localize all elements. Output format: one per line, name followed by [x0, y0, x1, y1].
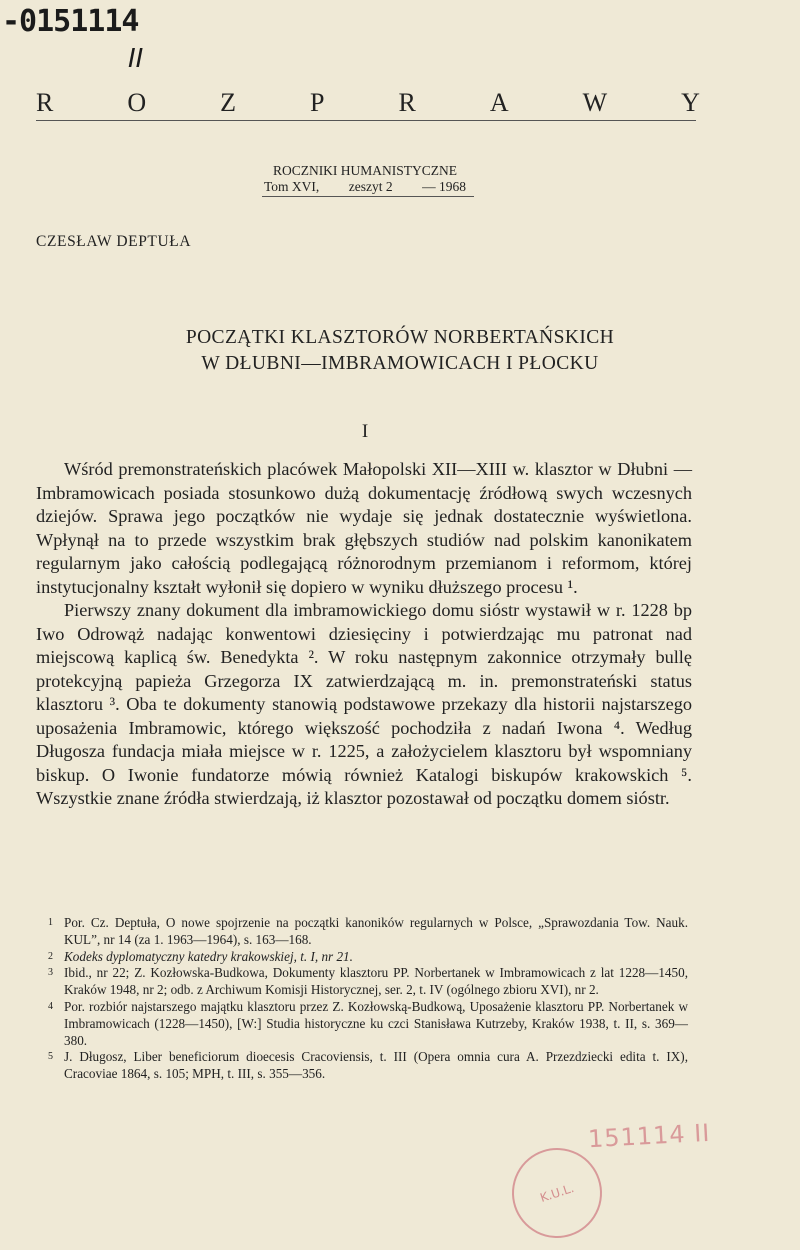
paragraph: Wśród premonstrateńskich placówek Małopolski XII—XIII w. klasztor w Dłubni — Imbramowicach posiada stosunkowo dużą dokumentację źródłową swych wczesnych dziejów. Sprawa jego początków nie wydaje się jednak dostatecznie wyświetlona. Wpłynął na to przede wszystkim brak głębszych studiów nad polskim kanonikatem regularnym jako całością podlegającą różnorodnym przemianom i reformom, której instytucjonalny kształt wyłonił się dopiero w wyniku dłuższego procesu ¹.: [36, 459, 692, 597]
footnote: [48, 999, 688, 1049]
stamp-text: K.U.L.: [538, 1180, 576, 1206]
footnote-number: 3: [48, 967, 53, 979]
footnotes: [48, 915, 688, 1083]
part-number: I: [361, 421, 369, 442]
author: CZESŁAW DEPTUŁA: [36, 233, 192, 250]
manuscript-mark: II: [128, 44, 144, 74]
footnote-text: J. Długosz, Liber beneficiorum dioecesis Cracoviensis, t. III (Opera omnia cura A. Przezdziecki edita t. IX), Cracoviae 1864, s. 105; MPH, t. III, s. 355—356.: [64, 1049, 688, 1082]
journal-volume: Tom XVI,: [264, 179, 320, 194]
section-letter: R: [36, 88, 54, 117]
footnote: [48, 965, 688, 999]
title-line: W DŁUBNI—IMBRAMOWICACH I PŁOCKU: [201, 353, 599, 374]
footnote-number: 2: [48, 950, 53, 962]
journal-rule: [262, 196, 474, 197]
manuscript-number: -0151114: [2, 4, 139, 39]
footnote-text: Ibid., nr 22; Z. Kozłowska-Budkowa, Dokumenty klasztoru PP. Norbertanek w Imbramowicach z lat 1228—1450, Kraków 1948, nr 2; odb. z Archiwum Komisji Historycznej, ser. 2, t. IV (ogólnego zbioru XVI), nr 2.: [64, 965, 688, 998]
journal-year: — 1968: [422, 179, 466, 194]
section-letter: Y: [681, 88, 700, 117]
heading-rule: [36, 120, 696, 121]
article-title: [40, 325, 760, 377]
section-letter: A: [489, 88, 509, 117]
library-stamp-number: 151114 II: [587, 1118, 712, 1154]
paragraph: Pierwszy znany dokument dla imbramowickiego domu sióstr wystawił w r. 1228 bp Iwo Odrowąż nadając konwentowi dziesięciny i potwierdzając mu patronat nad miejscową kaplicą św. Benedykta ². W roku następnym zakonnice otrzymały bullę protekcyjną papieża Grzegorza IX zatwierdzającą m. in. premonstrateński status klasztoru ³. Oba te dokumenty stanowią podstawowe przekazy dla historii najstarszego uposażenia Imbramowic, którego większość pochodziła z nadań Iwona ⁴. Według Długosza fundacja miała miejsce w r. 1225, a założycielem klasztoru był wspomniany biskup. O Iwonie fundatorze mówią również Katalogi biskupów krakowskich ⁵. Wszystkie znane źródła stwierdzają, iż klasztor pozostawał od początku domem sióstr.: [36, 600, 692, 808]
section-letter: R: [398, 88, 416, 117]
section-heading: [36, 88, 700, 118]
footnote: [48, 949, 688, 966]
journal-info: [250, 163, 480, 195]
footnote-text: Kodeks dyplomatyczny katedry krakowskiej, t. I, nr 21.: [64, 948, 353, 964]
footnote: [48, 1049, 688, 1083]
body-text: [36, 458, 692, 811]
section-letter: Z: [220, 88, 237, 117]
footnote-number: 1: [48, 917, 53, 928]
footnote-number: 4: [48, 1000, 53, 1012]
journal-issue: zeszyt 2: [348, 179, 393, 194]
section-letter: P: [310, 88, 325, 117]
section-letter: O: [127, 88, 147, 117]
title-line: POCZĄTKI KLASZTORÓW NORBERTAŃSKICH: [185, 327, 615, 348]
footnote-text: Por. rozbiór najstarszego majątku klasztoru przez Z. Kozłowską-Budkową, Uposażenie klasztoru PP. Norbertanek w Imbramowicach (1228—1450), [W:] Studia historyczne ku czci Stanisława Kutrzeby, Kraków 1938, t. II, s. 369—380.: [64, 998, 688, 1048]
journal-name: ROCZNIKI HUMANISTYCZNE: [272, 163, 458, 178]
footnote-text: Por. Cz. Deptuła, O nowe spojrzenie na początki kanoników regularnych w Polsce, „Sprawozdania Tow. Nauk. KUL”, nr 14 (za 1. 1963—1964), s. 163—168.: [64, 915, 688, 947]
footnote: [48, 915, 688, 949]
library-stamp: [500, 1136, 613, 1249]
footnote-number: 5: [48, 1051, 53, 1063]
section-letter: W: [582, 88, 608, 117]
